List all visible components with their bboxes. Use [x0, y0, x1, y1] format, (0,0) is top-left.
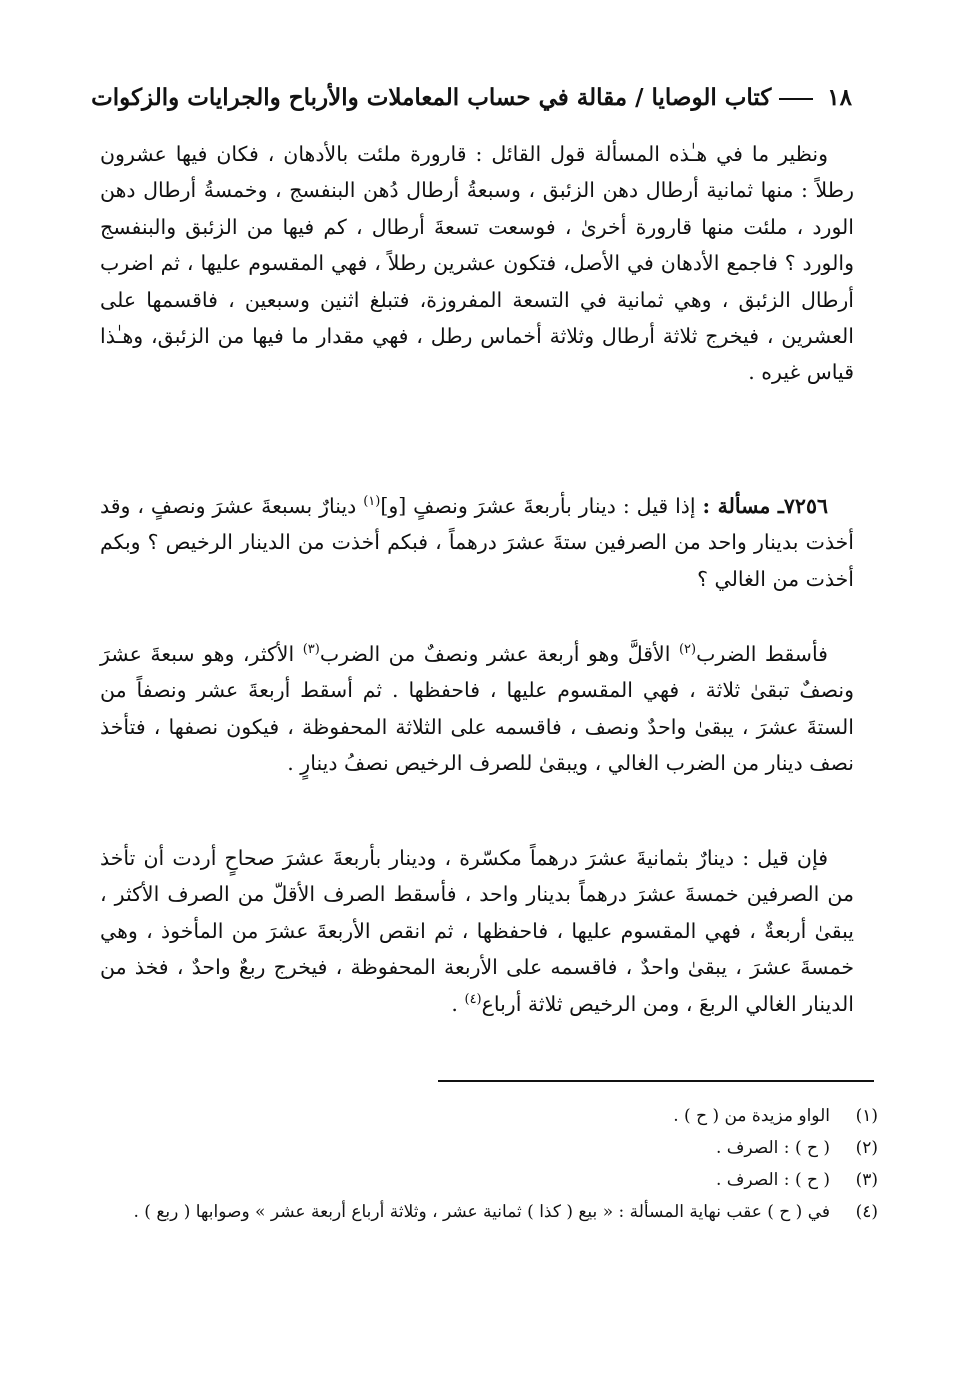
paragraph-3: [100, 636, 854, 782]
footnote-separator: [438, 1080, 874, 1082]
footnote-item: [100, 1132, 878, 1164]
footnote-item: [100, 1100, 878, 1132]
main-text: [100, 136, 854, 1016]
footnote-text: ( ح ) : الصرف .: [715, 1170, 830, 1190]
footnote-ref-3[interactable]: (٣): [302, 642, 320, 658]
paragraph-3-text-c: الأكثر، وهو سبعةَ عشرَ ونصفٌ تبقىٰ ثلاثة ، فهي المقسوم عليها ، فاحفظها . ثم أسقط أربعةَ عشر ونصفاً من الستةَ عشرَ ، يبقىٰ واحدٌ ونصف ، فاقسمه على الثلاثة المحفوظة ، فيكون نصفها ، فتأخذ نصف دينار من الضرب الغالي ، ويبقىٰ للصرف الرخيص نصفُ دينارٍ .: [100, 642, 854, 776]
paragraph-4-text-a: فإن قيل : دينارٌ بثمانيةَ عشرَ درهماً مكسّرة ، ودينار بأربعةَ عشرَ صحاحٍ أردت أن تأخذ من الصرفين خمسةَ عشرَ درهماً بدينار واحد ، فأسقط الصرف الأقلّ من الصرف الأكثر ، يبقىٰ أربعةٌ ، فهي المقسوم عليها ، فاحفظها ، ثم انقص الأربعةَ عشرَ من المأخوذ ، وهي خمسةَ عشرَ ، يبقىٰ واحدٌ ، فاقسمه على الأربعة المحفوظة ، فيخرج ربعٌ واحدٌ ، فخذ من الدينار الغالي الربعَ ، ومن الرخيص ثلاثة أرباع: [100, 846, 854, 1016]
footnote-text: ( ح ) : الصرف .: [715, 1138, 830, 1158]
footnote-item: [100, 1196, 878, 1228]
footnote-text: الواو مزيدة من ( ح ) .: [673, 1106, 830, 1126]
footnote-number: (٢): [855, 1138, 878, 1158]
footnotes: [100, 1100, 878, 1228]
running-header: [91, 84, 852, 124]
paragraph-issue-7256: [100, 488, 854, 597]
footnote-item: [100, 1164, 878, 1196]
paragraph-3-text-a: فأسقط الضرب: [696, 642, 828, 666]
paragraph-2-text-a: إذا قيل : دينار بأربعةَ عشرَ ونصفٍ [و]: [380, 494, 696, 518]
header-title: كتاب الوصايا / مقالة في حساب المعاملات والأرباح والجرايات والزكوات: [91, 84, 772, 111]
issue-number: ٧٢٥٦ـ مسألة :: [702, 494, 828, 518]
footnote-ref-2[interactable]: (٢): [678, 642, 697, 658]
paragraph-4-text-b: .: [451, 991, 458, 1016]
paragraph-2-text-b: دينارٌ بسبعةَ عشرَ ونصفٍ ، وقد أخذت بدينار واحد من الصرفين ستةَ عشرَ درهماً ، فبكم أخذت من الدينار الرخيص ؟ وبكم أخذت من الغالي ؟: [100, 494, 854, 591]
paragraph-4: [100, 840, 854, 1022]
footnote-text: في ( ح ) عقب نهاية المسألة : « بيع ( كذا ) ثمانية عشر ، وثلاثة أرباع أربعة عشر » وصوابها ( ربع ) .: [133, 1202, 830, 1222]
footnote-ref-1[interactable]: (١): [363, 494, 381, 510]
footnote-number: (١): [855, 1106, 878, 1126]
footnote-ref-4[interactable]: (٤): [464, 991, 482, 1007]
footnote-number: (٤): [855, 1202, 878, 1222]
header-dash: [779, 98, 813, 100]
paragraph-1: ونظير ما في هـٰذه المسألة قول القائل : قارورة ملئت بالأدهان ، فكان فيها عشرون رطلاً : منها ثمانية أرطال دهن الزئبق ، وسبعةُ أرطال دُهن البنفسج ، وخمسةُ أرطال دهن الورد ، ملئت منها قارورة أخرىٰ ، فوسعت تسعةَ أرطال ، كم فيها من الزئبق والبنفسج والورد ؟ فاجمع الأدهان في الأصل، فتكون عشرين رطلاً ، فهي المقسوم عليها ، ثم اضرب أرطال الزئبق ، وهي ثمانية في التسعة المفروزة، فتبلغ اثنين وسبعين ، فاقسمها على العشرين ، فيخرج ثلاثة أرطال وثلاثة أخماس رطل ، فهي مقدار ما فيها من الزئبق، وهـٰذا قياس غيره .: [100, 142, 854, 385]
page-number: ١٨: [827, 84, 852, 111]
paragraph-3-text-b: الأقلَّ وهو أربعة عشر ونصفٌ من الضرب: [319, 642, 671, 666]
footnote-number: (٣): [855, 1170, 878, 1190]
